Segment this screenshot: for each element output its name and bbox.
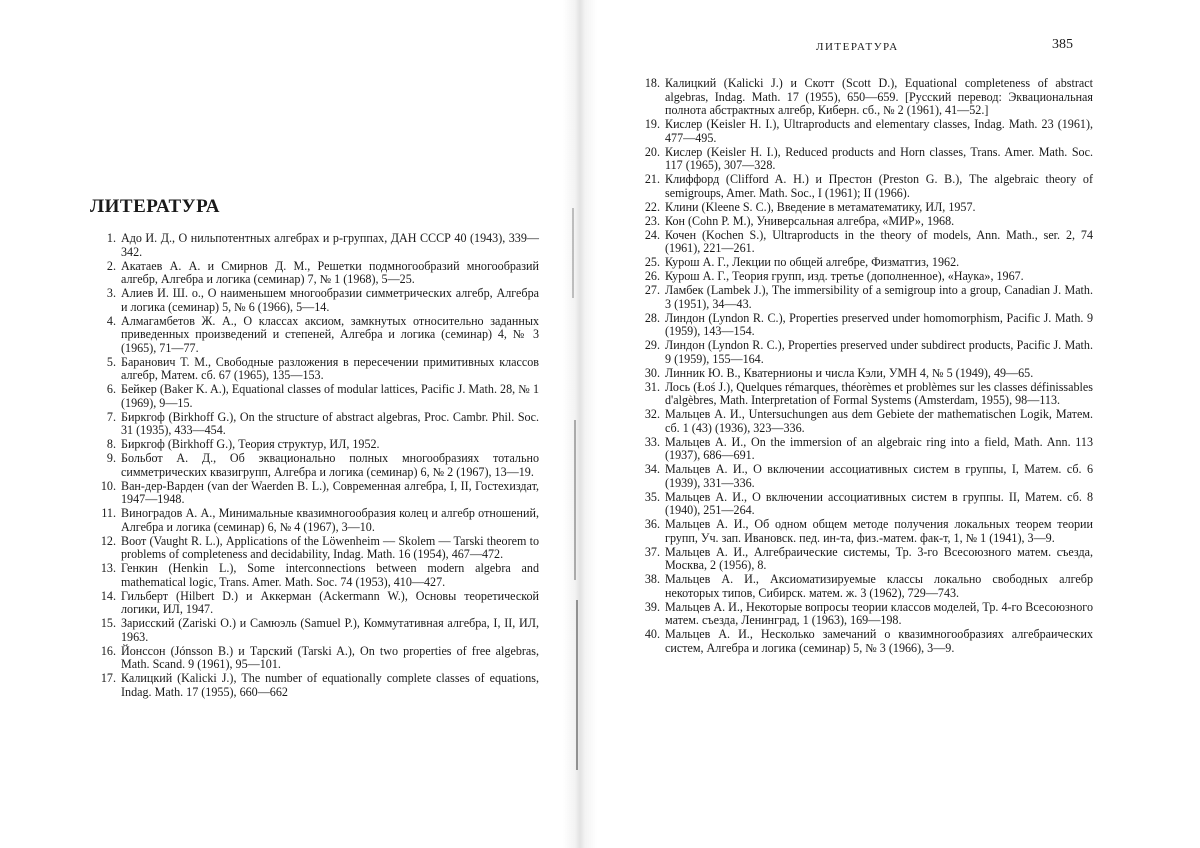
reference-number: 34.	[644, 462, 660, 476]
right-page	[600, 0, 1200, 848]
left-page	[0, 0, 590, 848]
reference-number: 16.	[100, 643, 116, 658]
reference-number: 25.	[644, 255, 660, 269]
reference-number: 22.	[644, 199, 660, 214]
reference-text: Генкин (Henkin L.), Some interconnections between modern algebra and mathematical logic, Trans. Amer. Math. Soc. 74 (1953), 410—427.	[121, 561, 539, 589]
reference-item	[638, 463, 1093, 490]
reference-item	[638, 573, 1093, 600]
reference-item	[638, 270, 1093, 284]
reference-item	[94, 562, 539, 589]
reference-number: 21.	[644, 172, 660, 186]
reference-text: Гильберт (Hilbert D.) и Аккерман (Ackermann W.), Основы теоретической логики, ИЛ, 1947.	[121, 588, 539, 616]
reference-item	[638, 229, 1093, 256]
reference-item	[94, 535, 539, 562]
reference-number: 35.	[644, 489, 660, 504]
reference-text: Мальцев А. И., Об одном общем методе получения локальных теорем теории групп, Уч. зап. Ивановск. пед. ин-та, физ.-матем. фак-т, 1, № 1 (1941), 3—9.	[665, 517, 1093, 545]
reference-text: Ван-дер-Варден (van der Waerden B. L.), Современная алгебра, I, II, Гостехиздат, 1947—1948.	[121, 478, 539, 506]
reference-number: 28.	[644, 310, 660, 325]
reference-number: 3.	[106, 286, 116, 300]
reference-item	[638, 256, 1093, 270]
reference-text: Больбот А. Д., Об эквационально полных многообразиях тотально симметрических квазигрупп, Алгебра и логика (семинар) 6, № 2 (1967), 13—19.	[121, 451, 539, 479]
reference-text: Мальцев А. И., Некоторые вопросы теории классов моделей, Тр. 4-го Всесоюзного матем. съезда, Ленинград, 1 (1963), 169—198.	[665, 599, 1093, 627]
reference-text: Курош А. Г., Лекции по общей алгебре, Физматгиз, 1962.	[665, 255, 960, 269]
reference-list-left	[94, 232, 539, 700]
reference-number: 27.	[644, 283, 660, 297]
reference-text: Линник Ю. В., Кватернионы и числа Кэли, УМН 4, № 5 (1949), 49—65.	[665, 365, 1034, 380]
reference-text: Клини (Kleene S. C.), Введение в метаматематику, ИЛ, 1957.	[665, 199, 976, 214]
reference-text: Мальцев А. И., On the immersion of an algebraic ring into a field, Math. Ann. 113 (1937), 686—691.	[665, 434, 1093, 462]
reference-text: Линдон (Lyndon R. C.), Properties preserved under homomorphism, Pacific J. Math. 9 (1959), 143—154.	[665, 310, 1093, 338]
reference-text: Лось (Łoś J.), Quelques rémarques, théorèmes et problèmes sur les classes définissables d'algèbres, Math. Interpretation of Formal Systems (Amsterdam, 1955), 98—113.	[665, 379, 1093, 407]
reference-number: 26.	[644, 269, 660, 283]
reference-text: Алмагамбетов Ж. А., О классах аксиом, замкнутых относительно заданных приведенных произведений и степеней, Алгебра и логика (семинар) 4, № 3 (1965), 71—77.	[121, 313, 539, 355]
reference-number: 18.	[644, 76, 660, 90]
reference-number: 13.	[100, 561, 116, 575]
reference-text: Акатаев А. А. и Смирнов Д. М., Решетки подмногообразий многообразий алгебр, Алгебра и логика (семинар) 7, № 1 (1968), 5—25.	[121, 258, 539, 286]
reference-item	[638, 518, 1093, 545]
reference-number: 29.	[644, 338, 660, 352]
reference-number: 17.	[100, 671, 116, 685]
reference-item	[94, 438, 539, 452]
reference-number: 15.	[100, 616, 116, 630]
reference-text: Калицкий (Kalicki J.) и Скотт (Scott D.), Equational completeness of abstract algebras, Indag. Math. 17 (1955), 650—659. [Русский перевод: Эквациональная полнота абстрактных алгебр, Киберн. сб., № 2 (1961), 41—52.]	[665, 76, 1093, 117]
reference-item	[94, 315, 539, 356]
reference-item	[638, 312, 1093, 339]
reference-number: 24.	[644, 227, 660, 242]
reference-item	[638, 491, 1093, 518]
reference-number: 39.	[644, 599, 660, 614]
reference-text: Мальцев А. И., Несколько замечаний о квазимногообразиях алгебраических систем, Алгебра и логика (семинар) 5, № 3 (1966), 3—9.	[665, 627, 1093, 655]
reference-item	[638, 146, 1093, 173]
reference-number: 31.	[644, 379, 660, 394]
reference-text: Ламбек (Lambek J.), The immersibility of a semigroup into a group, Canadian J. Math. 3 (1951), 34—43.	[665, 283, 1093, 311]
reference-text: Баранович Т. М., Свободные разложения в пересечении примитивных классов алгебр, Матем. сб. 67 (1965), 135—153.	[121, 354, 539, 382]
reference-item	[638, 367, 1093, 381]
reference-item	[94, 672, 539, 699]
reference-text: Биркгоф (Birkhoff G.), Теория структур, ИЛ, 1952.	[121, 437, 380, 451]
reference-number: 6.	[106, 382, 116, 396]
reference-text: Кислер (Keisler H. I.), Ultraproducts and elementary classes, Indag. Math. 23 (1961), 477—495.	[665, 117, 1093, 145]
reference-item	[638, 339, 1093, 366]
reference-number: 40.	[644, 627, 660, 641]
reference-number: 23.	[644, 213, 660, 228]
reference-item	[638, 215, 1093, 229]
reference-item	[638, 173, 1093, 200]
reference-item	[94, 356, 539, 383]
reference-number: 9.	[106, 451, 116, 465]
bibliography-heading: ЛИТЕРАТУРА	[90, 196, 221, 217]
reference-item	[94, 411, 539, 438]
reference-number: 19.	[644, 117, 660, 131]
reference-item	[94, 645, 539, 672]
reference-item	[638, 436, 1093, 463]
reference-text: Калицкий (Kalicki J.), The number of equationally complete classes of equations, Indag. Math. 17 (1955), 660—662	[121, 671, 539, 699]
gutter-speck	[572, 208, 574, 298]
reference-text: Йонссон (Jónsson B.) и Тарский (Tarski A.), On two properties of free algebras, Math. Scand. 9 (1961), 95—101.	[121, 643, 539, 671]
reference-item	[94, 260, 539, 287]
reference-item	[638, 381, 1093, 408]
reference-text: Мальцев А. И., О включении ассоциативных систем в группы. II, Матем. сб. 8 (1940), 251—264.	[665, 489, 1093, 517]
reference-item	[94, 617, 539, 644]
reference-number: 2.	[106, 258, 116, 273]
running-head: ЛИТЕРАТУРА	[816, 41, 899, 53]
reference-text: Мальцев А. И., Аксиоматизируемые классы локально свободных алгебр некоторых типов, Сибирск. матем. ж. 3 (1962), 729—743.	[665, 572, 1093, 600]
reference-number: 8.	[106, 437, 116, 451]
reference-text: Кислер (Keisler H. I.), Reduced products and Horn classes, Trans. Amer. Math. Soc. 117 (1965), 307—328.	[665, 144, 1093, 172]
reference-number: 11.	[101, 506, 116, 520]
reference-item	[638, 546, 1093, 573]
reference-number: 12.	[100, 533, 116, 548]
reference-item	[94, 383, 539, 410]
reference-text: Кон (Cohn P. M.), Универсальная алгебра, «МИР», 1968.	[665, 213, 955, 228]
reference-text: Биркгоф (Birkhoff G.), On the structure of abstract algebras, Proc. Cambr. Phil. Soc. 31 (1935), 433—454.	[121, 409, 539, 437]
reference-text: Бейкер (Baker K. A.), Equational classes of modular lattices, Pacific J. Math. 28, № 1 (1969), 9—15.	[121, 382, 539, 410]
gutter-speck	[576, 600, 578, 770]
reference-item	[94, 232, 539, 259]
reference-item	[638, 77, 1093, 118]
page-number: 385	[1052, 37, 1073, 52]
reference-text: Линдон (Lyndon R. C.), Properties preserved under subdirect products, Pacific J. Math. 9 (1959), 155—164.	[665, 338, 1093, 366]
reference-item	[94, 480, 539, 507]
reference-number: 1.	[106, 231, 116, 245]
reference-text: Зарисский (Zariski O.) и Самюэль (Samuel P.), Коммутативная алгебра, I, II, ИЛ, 1963.	[121, 616, 539, 644]
reference-text: Кочен (Kochen S.), Ultraproducts in the theory of models, Ann. Math., ser. 2, 74 (1961), 221—261.	[665, 227, 1093, 255]
reference-text: Мальцев А. И., Алгебраические системы, Тр. 3-го Всесоюзного матем. съезда, Москва, 2 (1956), 8.	[665, 544, 1093, 572]
reference-number: 14.	[100, 588, 116, 603]
reference-text: Воот (Vaught R. L.), Applications of the Löwenheim — Skolem — Tarski theorem to problems of completeness and decidability, Indag. Math. 16 (1954), 467—472.	[121, 533, 539, 561]
reference-number: 20.	[644, 144, 660, 159]
reference-number: 7.	[106, 409, 116, 424]
reference-item	[94, 507, 539, 534]
reference-number: 33.	[644, 434, 660, 449]
reference-number: 5.	[106, 354, 116, 369]
reference-text: Мальцев А. И., О включении ассоциативных систем в группы, I, Матем. сб. 6 (1939), 331—336.	[665, 462, 1093, 490]
reference-text: Алиев И. Ш. о., О наименьшем многообразии симметрических алгебр, Алгебра и логика (семинар) 5, № 6 (1966), 5—14.	[121, 286, 539, 314]
reference-text: Курош А. Г., Теория групп, изд. третье (дополненное), «Наука», 1967.	[665, 269, 1024, 283]
reference-item	[94, 287, 539, 314]
reference-item	[638, 118, 1093, 145]
reference-item	[638, 284, 1093, 311]
reference-item	[638, 408, 1093, 435]
reference-text: Мальцев А. И., Untersuchungen aus dem Gebiete der mathematischen Logik, Матем. сб. 1 (43) (1936), 323—336.	[665, 407, 1093, 435]
reference-number: 10.	[100, 478, 116, 493]
page-gutter	[563, 0, 597, 848]
reference-item	[94, 590, 539, 617]
reference-text: Виноградов А. А., Минимальные квазимногообразия колец и алгебр отношений, Алгебра и логика (семинар) 6, № 4 (1967), 3—10.	[121, 506, 539, 534]
reference-item	[638, 601, 1093, 628]
reference-number: 36.	[644, 517, 660, 531]
reference-number: 4.	[106, 313, 116, 328]
reference-item	[638, 628, 1093, 655]
reference-number: 38.	[644, 572, 660, 586]
reference-number: 30.	[644, 365, 660, 380]
reference-number: 32.	[644, 407, 660, 421]
reference-text: Клиффорд (Clifford A. H.) и Престон (Preston G. B.), The algebraic theory of semigroups, Amer. Math. Soc., I (1961); II (1966).	[665, 172, 1093, 200]
reference-list-right	[638, 77, 1093, 656]
reference-text: Адо И. Д., О нильпотентных алгебрах и p-группах, ДАН СССР 40 (1943), 339—342.	[121, 231, 539, 259]
reference-item	[638, 201, 1093, 215]
reference-item	[94, 452, 539, 479]
gutter-speck	[574, 420, 576, 580]
reference-number: 37.	[644, 544, 660, 559]
